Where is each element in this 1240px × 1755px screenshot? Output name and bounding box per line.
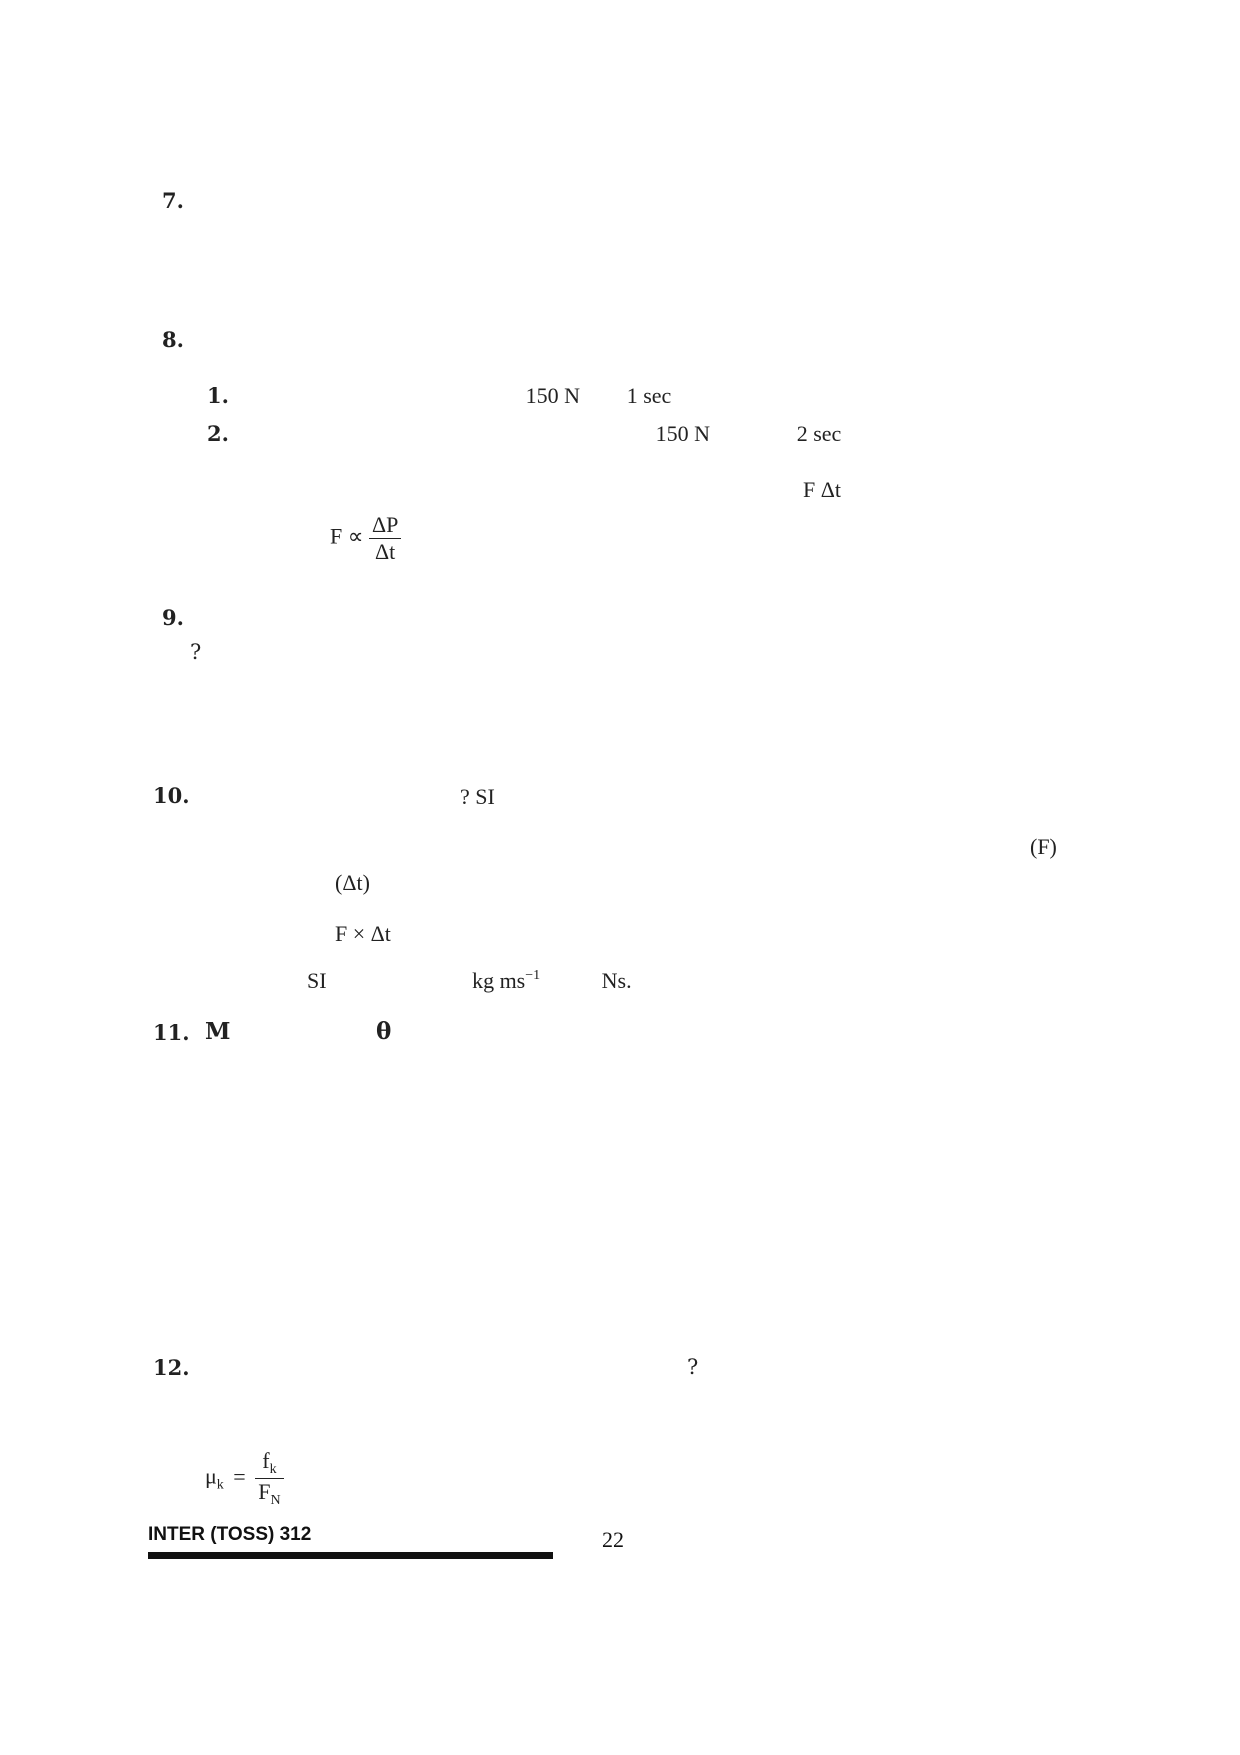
q12-formula-denominator [255, 1479, 283, 1509]
q10-unit-1-exponent: −1 [525, 968, 541, 983]
q9-question-tail: ? [190, 640, 202, 664]
question-12-number: 12. [153, 1355, 190, 1380]
q8-item-2 [207, 421, 841, 447]
q10-unit-2: Ns. [601, 968, 632, 993]
q10-force-symbol: (F) [1030, 834, 1057, 859]
footer-title: INTER (TOSS) 312 [148, 1524, 312, 1545]
q10-units-si: SI [307, 968, 327, 993]
q8-item-1-number: 1. [207, 383, 229, 408]
q8-formula-lhs: F ∝ [330, 523, 364, 549]
question-10-number: 10. [153, 783, 190, 808]
q10-units [190, 968, 632, 994]
q11-angle-symbol: θ [376, 1018, 392, 1045]
q12-formula-lhs-sub: k [216, 1477, 224, 1493]
question-10-text: ? SI [460, 784, 495, 809]
q12-question-tail: ? [687, 1355, 699, 1379]
q8-item-2-time: 2 sec [796, 421, 842, 446]
question-8-number: 8. [162, 327, 184, 352]
q12-den-symbol: F [258, 1479, 271, 1504]
q10-unit-1: kg ms [472, 968, 526, 993]
q8-formula [330, 512, 401, 565]
q11-mass-symbol: M [205, 1018, 231, 1045]
q10-time-symbol: (Δt) [335, 870, 370, 895]
q12-num-symbol: f [262, 1448, 270, 1473]
footer-rule [148, 1552, 553, 1559]
q12-formula-eq: = [233, 1463, 246, 1489]
q8-formula-fraction [369, 512, 401, 565]
q12-num-sub: k [269, 1462, 277, 1477]
footer-page-number: 22 [602, 1527, 624, 1552]
q8-item-1-time: 1 sec [626, 383, 672, 408]
q8-item-2-force: 150 N [655, 421, 711, 446]
q8-formula-denominator: Δt [375, 539, 396, 564]
q8-impulse-term: F Δt [803, 477, 841, 502]
q8-item-1 [207, 383, 671, 409]
q12-formula-lhs: μ [205, 1463, 217, 1489]
q8-item-1-force: 150 N [525, 383, 581, 408]
q8-formula-numerator: ΔP [369, 512, 401, 539]
q12-formula-fraction [255, 1448, 283, 1509]
q12-formula [205, 1448, 284, 1509]
q12-formula-numerator [255, 1448, 283, 1479]
q10-formula-rhs: F × Δt [335, 921, 391, 946]
q8-item-2-number: 2. [207, 421, 229, 446]
q12-den-sub: N [270, 1493, 281, 1508]
question-11-number: 11. [153, 1020, 190, 1045]
question-7-number: 7. [162, 188, 184, 213]
question-9-number: 9. [162, 605, 184, 630]
